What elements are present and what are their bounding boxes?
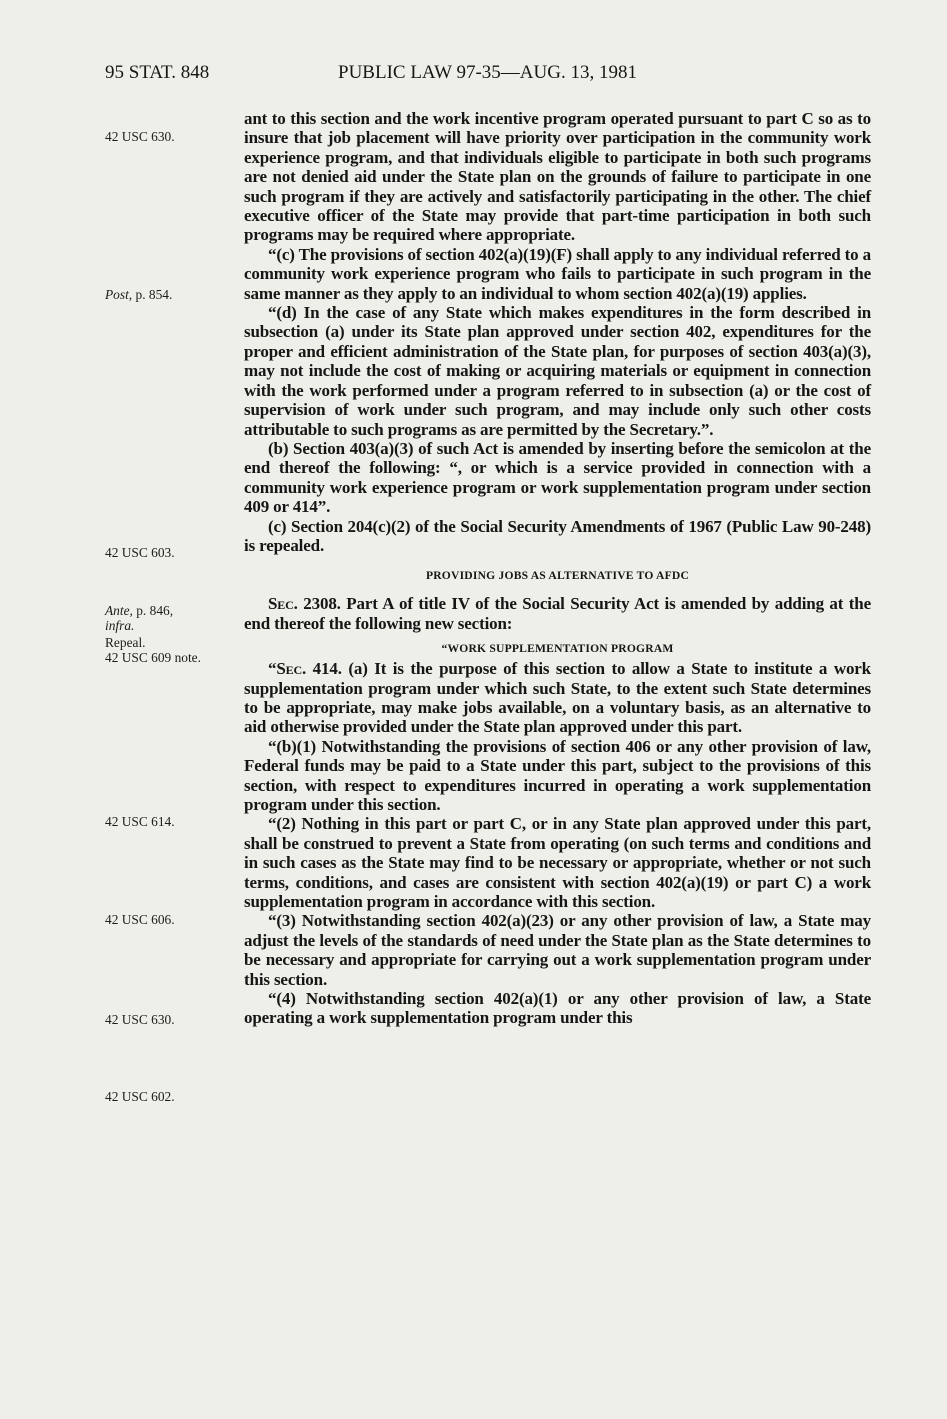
margin-note-42-usc-606: 42 USC 606. xyxy=(105,912,175,927)
margin-note-infra: infra. xyxy=(105,618,135,633)
margin-note-post-p854 xyxy=(105,287,172,302)
paragraph-subsection-c: “(c) The provisions of section 402(a)(19)(F) shall apply to any individual referred to a community work experience program who fails to participate in such program in the same manner as they apply to an individual to whom section 402(a)(19) applies. xyxy=(244,244,871,303)
paragraph-text: 2308. Part A of title IV of the Social Security Act is amended by adding at the end thereof the following new section: xyxy=(244,594,871,633)
paragraph-text: 414. (a) It is the purpose of this section to allow a State to institute a work supplementation program under which such State, to the extent such State determines to be appropriate, may make jobs available, on a voluntary basis, as an alternative to aid otherwise provided under the State plan approved under this part. xyxy=(244,659,871,737)
statute-body-text xyxy=(244,109,871,1028)
paragraph-b-1: “(b)(1) Notwithstanding the provisions of section 406 or any other provision of law, Federal funds may be paid to a State under this part, subject to the provisions of this section, with respect to expenditures incurred in operating a work supplementation program under this section. xyxy=(244,736,871,814)
paragraph-continuation: ant to this section and the work incentive program operated pursuant to part C so as to insure that job placement will have priority over participation in the community work experience program, and that individuals eligible to participate in both such programs are not denied aid under the State plan on the grounds of failure to participate in one such program if they are actively and satisfactorily participating in the other. The chief executive officer of the State may provide that part-time participation in both such programs may be required where appropriate. xyxy=(244,109,871,245)
margin-note-italic: Ante, xyxy=(105,603,133,618)
paragraph-3: “(3) Notwithstanding section 402(a)(23) or any other provision of law, a State may adjust the levels of the standards of need under the State plan as the State determines to be necessary and appropriate for carrying out a work supplementation program under this section. xyxy=(244,911,871,989)
margin-note-ante-p846 xyxy=(105,603,173,618)
margin-note-italic: Post, xyxy=(105,287,133,302)
margin-note-42-usc-614: 42 USC 614. xyxy=(105,814,175,829)
margin-note-42-usc-630-second: 42 USC 630. xyxy=(105,1012,175,1027)
paragraph-sec-414-a xyxy=(244,659,871,737)
paragraph-subsection-d: “(d) In the case of any State which makes expenditures in the form described in subsection (a) under its State plan approved under section 402, expenditures for the proper and efficient administration of the State plan, for purposes of section 403(a)(3), may not include the cost of making or acquiring materials or equipment in connection with the work performed under a program referred to in subsection (a) or the cost of supervision of work under such program, and may include only such other costs attributable to such programs as are permitted by the Secretary.”. xyxy=(244,303,871,439)
margin-note-42-usc-630: 42 USC 630. xyxy=(105,129,175,144)
paragraph-subsection-c-repeal: (c) Section 204(c)(2) of the Social Security Amendments of 1967 (Public Law 90-248) is repealed. xyxy=(244,516,871,555)
margin-note-text: p. 846, xyxy=(132,603,174,618)
sec-label: Sec. xyxy=(268,594,298,614)
open-quote: “ xyxy=(268,659,277,679)
paragraph-4: “(4) Notwithstanding section 402(a)(1) or any other provision of law, a State operating a work supplementation program under this xyxy=(244,989,871,1028)
sec-label: Sec. xyxy=(276,659,307,679)
section-heading-work-supplementation: “WORK SUPPLEMENTATION PROGRAM xyxy=(441,642,674,656)
section-heading-providing-jobs: PROVIDING JOBS AS ALTERNATIVE TO AFDC xyxy=(425,569,690,583)
margin-note-42-usc-609-note: 42 USC 609 note. xyxy=(105,650,201,665)
margin-note-text: p. 854. xyxy=(132,287,173,302)
running-title-header: PUBLIC LAW 97-35—AUG. 13, 1981 xyxy=(338,62,637,83)
margin-note-repeal: Repeal. xyxy=(105,635,146,650)
paragraph-sec-2308 xyxy=(244,594,871,633)
margin-note-42-usc-602: 42 USC 602. xyxy=(105,1089,175,1104)
margin-note-42-usc-603: 42 USC 603. xyxy=(105,545,175,560)
paragraph-2: “(2) Nothing in this part or part C, or in any State plan approved under this part, shall be construed to prevent a State from operating (on such terms and conditions and in such cases as the State may find to be necessary or appropriate, whether or not such terms, conditions, and cases are consistent with section 402(a)(19) or part C) a work supplementation program in accordance with this section. xyxy=(244,814,871,912)
paragraph-subsection-b-403: (b) Section 403(a)(3) of such Act is amended by inserting before the semicolon at the end thereof the following: “, or which is a service provided in connection with a community work experience program or work supplementation program under section 409 or 414”. xyxy=(244,438,871,517)
page-number-header: 95 STAT. 848 xyxy=(105,62,210,83)
